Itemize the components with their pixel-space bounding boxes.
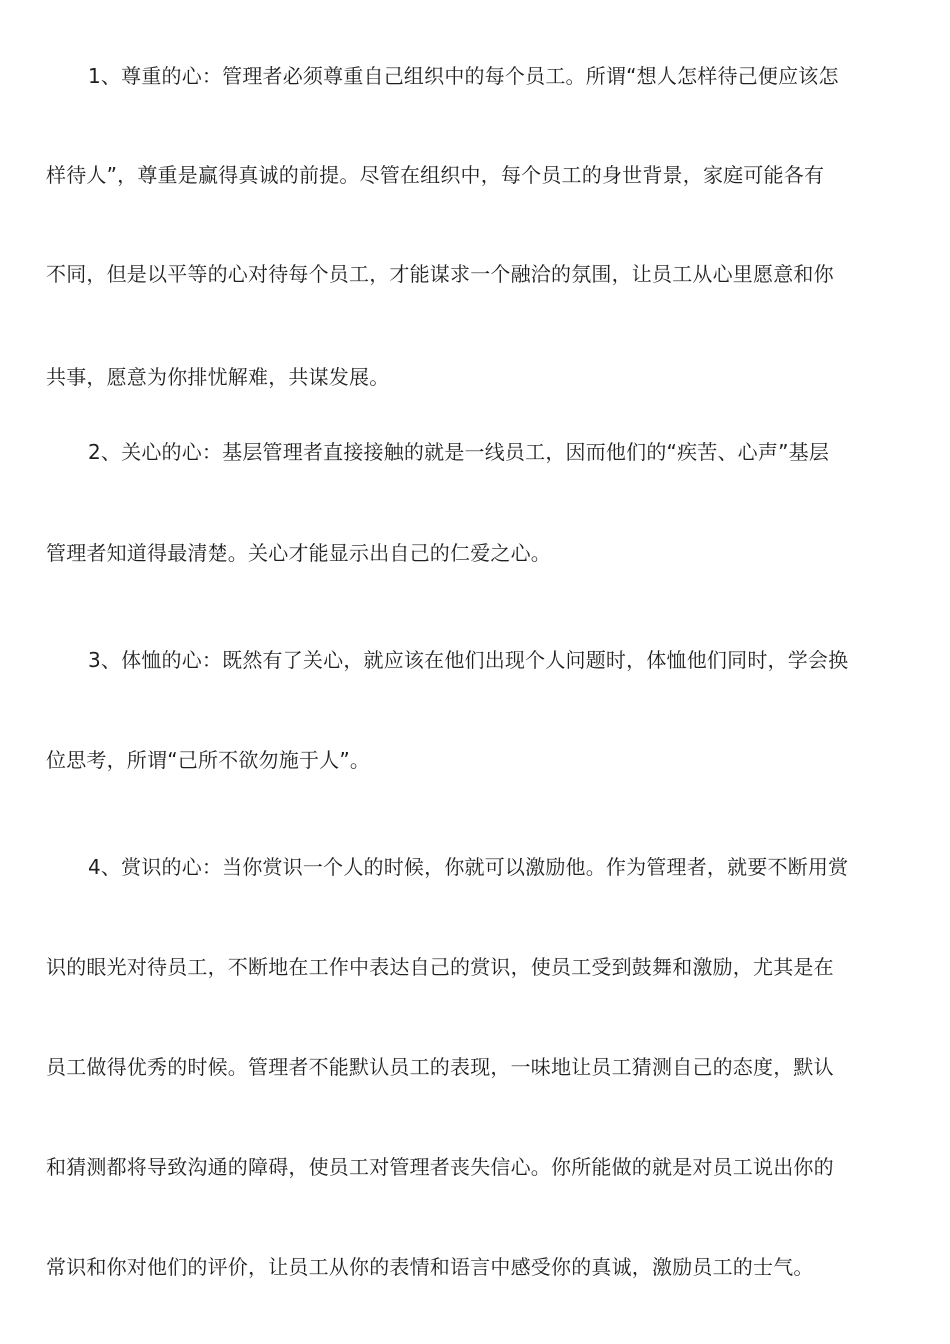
paragraph-1-line-2: 样待人”，尊重是赢得真诚的前提。尽管在组织中，每个员工的身世背景，家庭可能各有 (46, 163, 825, 187)
paragraph-4-line-1: 4、赏识的心：当你赏识一个人的时候，你就可以激励他。作为管理者，就要不断用赏 (88, 855, 849, 879)
paragraph-1-line-1: 1、尊重的心：管理者必须尊重自己组织中的每个员工。所谓“想人怎样待己便应该怎 (88, 64, 839, 88)
paragraph-4-line-3: 员工做得优秀的时候。管理者不能默认员工的表现，一味地让员工猜测自己的态度，默认 (46, 1055, 834, 1079)
paragraph-1-line-4: 共事，愿意为你排忧解难，共谋发展。 (46, 365, 390, 389)
paragraph-4-line-2: 识的眼光对待员工，不断地在工作中表达自己的赏识，使员工受到鼓舞和激励，尤其是在 (46, 955, 834, 979)
paragraph-4-line-5: 常识和你对他们的评价，让员工从你的表情和语言中感受你的真诚，激励员工的士气。 (46, 1255, 814, 1279)
paragraph-4-line-4: 和猜测都将导致沟通的障碍，使员工对管理者丧失信心。你所能做的就是对员工说出你的 (46, 1155, 834, 1179)
paragraph-1-line-3: 不同，但是以平等的心对待每个员工，才能谋求一个融洽的氛围，让员工从心里愿意和你 (46, 262, 834, 286)
paragraph-3-line-2: 位思考，所谓“己所不欲勿施于人”。 (46, 748, 371, 772)
paragraph-3-line-1: 3、体恤的心：既然有了关心，就应该在他们出现个人问题时，体恤他们同时，学会换 (88, 648, 849, 672)
paragraph-2-line-2: 管理者知道得最清楚。关心才能显示出自己的仁爱之心。 (46, 541, 551, 565)
paragraph-2-line-1: 2、关心的心：基层管理者直接接触的就是一线员工，因而他们的“疾苦、心声”基层 (88, 440, 830, 464)
